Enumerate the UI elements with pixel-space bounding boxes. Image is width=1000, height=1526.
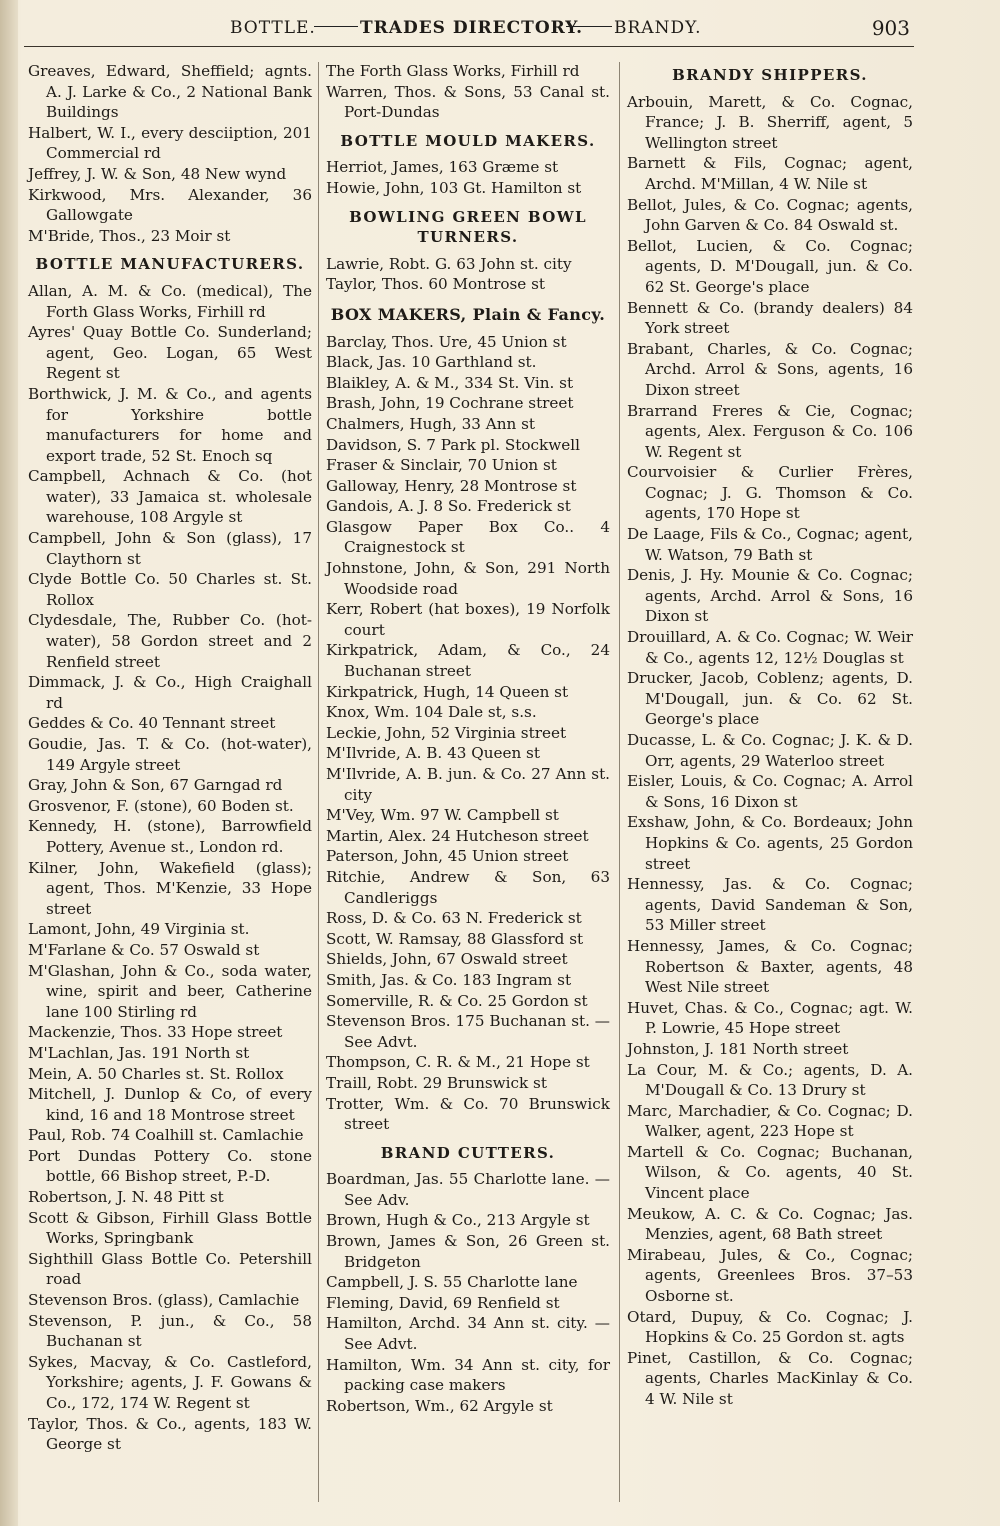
directory-entry: Campbell, J. S. 55 Charlotte lane (326, 1273, 578, 1292)
directory-entry: Gandois, A. J. 8 So. Frederick st (326, 497, 571, 516)
directory-entry: Brown, Hugh & Co., 213 Argyle st (326, 1211, 590, 1230)
directory-entry: Geddes & Co. 40 Tennant street (28, 714, 276, 733)
directory-entry: Gray, John & Son, 67 Garngad rd (28, 776, 283, 795)
directory-entry: M'Vey, Wm. 97 W. Campbell st (326, 806, 559, 825)
directory-entry: Scott, W. Ramsay, 88 Glassford st (326, 929, 584, 948)
directory-entry: Martin, Alex. 24 Hutcheson street (326, 826, 589, 845)
directory-entry: Hennessy, Jas. & Co. Cognac; agents, David Sandeman & Son, 53 Miller street (627, 875, 913, 935)
directory-entry: Somerville, R. & Co. 25 Gordon st (326, 991, 588, 1010)
section-heading: BOTTLE MOULD MAKERS. (340, 131, 596, 150)
directory-entry: Eisler, Louis, & Co. Cognac; A. Arrol & Sons, 16 Dixon st (627, 772, 913, 811)
directory-entry: Marc, Marchadier, & Co. Cognac; D. Walker, agent, 223 Hope st (627, 1101, 913, 1141)
directory-entry: Brarrand Freres & Cie, Cognac; agents, Alex. Ferguson & Co. 106 W. Regent st (627, 401, 913, 461)
page-number: 903 (871, 16, 910, 40)
running-head-rule (314, 26, 358, 27)
directory-entry: Mackenzie, Thos. 33 Hope street (28, 1023, 283, 1042)
section-heading: BOWLING GREEN BOWL TURNERS. (349, 207, 587, 247)
directory-entry: Johnstone, John, & Son, 291 North Woodside road (326, 559, 610, 598)
directory-entry: Campbell, John & Son (glass), 17 Claythorn st (28, 529, 312, 568)
directory-entry: Sykes, Macvay, & Co. Castleford, Yorkshire; agents, J. F. Gowans & Co., 172, 174 W. Regent st (28, 1352, 312, 1412)
directory-entry: Goudie, Jas. T. & Co. (hot-water), 149 Argyle street (28, 735, 312, 774)
directory-entry: Ayres' Quay Bottle Co. Sunderland; agent, Geo. Logan, 65 West Regent st (28, 323, 312, 383)
directory-entry: Stevenson, P. jun., & Co., 58 Buchanan st (28, 1311, 312, 1351)
directory-entry: Galloway, Henry, 28 Montrose st (326, 476, 577, 495)
directory-entry: Campbell, Achnach & Co. (hot water), 33 Jamaica st. wholesale warehouse, 108 Argyle st (28, 467, 312, 527)
directory-entry: Barnett & Fils, Cognac; agent, Archd. M'Millan, 4 W. Nile st (627, 154, 913, 193)
directory-entry: Howie, John, 103 Gt. Hamilton st (326, 178, 582, 197)
directory-entry: Trotter, Wm. & Co. 70 Brunswick street (326, 1094, 610, 1134)
directory-entry: M'Ilvride, A. B. 43 Queen st (326, 744, 540, 763)
section-heading: BOX MAKERS, Plain & Fancy. (330, 304, 606, 324)
column-divider (318, 62, 319, 1502)
directory-entry: Fraser & Sinclair, 70 Union st (326, 456, 557, 475)
directory-entry: Lamont, John, 49 Virginia st. (28, 920, 250, 939)
directory-entry: Scott & Gibson, Firhill Glass Bottle Works, Springbank (28, 1208, 312, 1248)
directory-entry: Halbert, W. I., every desciiption, 201 Commercial rd (28, 123, 312, 163)
directory-entry: Brown, James & Son, 26 Green st. Bridgeton (326, 1232, 610, 1271)
directory-entry: Chalmers, Hugh, 33 Ann st (326, 414, 536, 433)
directory-entry: Kirkwood, Mrs. Alexander, 36 Gallowgate (28, 185, 312, 225)
directory-entry: Fleming, David, 69 Renfield st (326, 1293, 560, 1312)
directory-entry: Brabant, Charles, & Co. Cognac; Archd. Arrol & Sons, agents, 16 Dixon street (627, 339, 913, 399)
running-head-rule (566, 26, 612, 27)
directory-entry: Warren, Thos. & Sons, 53 Canal st. Port-Dundas (326, 82, 610, 122)
directory-entry: Huvet, Chas. & Co., Cognac; agt. W. P. Lowrie, 45 Hope street (627, 998, 913, 1038)
directory-entry: Hamilton, Archd. 34 Ann st. city. —See Advt. (326, 1314, 610, 1354)
directory-entry: Otard, Dupuy, & Co. Cognac; J. Hopkins & Co. 25 Gordon st. agts (627, 1307, 913, 1347)
directory-entry: The Forth Glass Works, Firhill rd (326, 62, 580, 80)
directory-entry: Blaikley, A. & M., 334 St. Vin. st (326, 373, 574, 392)
running-head-left: BOTTLE. (230, 18, 316, 38)
directory-entry: Grosvenor, F. (stone), 60 Boden st. (28, 796, 294, 815)
running-head-right: BRANDY. (614, 18, 702, 38)
directory-entry: Boardman, Jas. 55 Charlotte lane. —See Adv. (326, 1170, 610, 1209)
directory-entry: Davidson, S. 7 Park pl. Stockwell (326, 435, 580, 454)
directory-entry: Kirkpatrick, Hugh, 14 Queen st (326, 682, 569, 701)
directory-entry: Allan, A. M. & Co. (medical), The Forth Glass Works, Firhill rd (28, 281, 312, 321)
directory-entry: Arbouin, Marett, & Co. Cognac, France; J. B. Sherriff, agent, 5 Wellington street (627, 92, 913, 152)
header-rule (24, 46, 914, 47)
directory-entry: Johnston, J. 181 North street (627, 1039, 849, 1058)
directory-entry: Shields, John, 67 Oswald street (326, 950, 568, 969)
directory-entry: M'Bride, Thos., 23 Moir st (28, 226, 231, 245)
directory-entry: Meukow, A. C. & Co. Cognac; Jas. Menzies, agent, 68 Bath street (627, 1204, 913, 1244)
directory-entry: Exshaw, John, & Co. Bordeaux; John Hopkins & Co. agents, 25 Gordon street (627, 813, 913, 873)
directory-entry: Drouillard, A. & Co. Cognac; W. Weir & Co., agents 12, 12½ Douglas st (627, 628, 913, 667)
directory-entry: Hennessy, James, & Co. Cognac; Robertson & Baxter, agents, 48 West Nile street (627, 936, 913, 997)
directory-entry: Ducasse, L. & Co. Cognac; J. K. & D. Orr, agents, 29 Waterloo street (627, 731, 913, 770)
directory-entry: Herriot, James, 163 Græme st (326, 158, 559, 177)
directory-entry: M'Glashan, John & Co., soda water, wine, spirit and beer, Catherine lane 100 Stirling rd (28, 961, 312, 1021)
directory-entry: Kennedy, H. (stone), Barrowfield Pottery, Avenue st., London rd. (28, 817, 312, 856)
directory-entry: Kilner, John, Wakefield (glass); agent, Thos. M'Kenzie, 33 Hope street (28, 858, 312, 918)
directory-entry: Pinet, Castillon, & Co. Cognac; agents, Charles MacKinlay & Co. 4 W. Nile st (627, 1348, 913, 1408)
directory-entry: De Laage, Fils & Co., Cognac; agent, W. Watson, 79 Bath st (627, 525, 913, 564)
directory-entry: Paterson, John, 45 Union street (326, 847, 569, 866)
directory-entry: Smith, Jas. & Co. 183 Ingram st (326, 970, 572, 989)
column-2 (326, 61, 610, 1416)
directory-entry: Clydesdale, The, Rubber Co. (hot-water), 58 Gordon street and 2 Renfield street (28, 611, 312, 671)
directory-entry: Barclay, Thos. Ure, 45 Union st (326, 332, 567, 351)
directory-entry: Clyde Bottle Co. 50 Charles st. St. Rollox (28, 570, 312, 609)
directory-entry: Dimmack, J. & Co., High Craighall rd (28, 673, 312, 712)
directory-entry: Brash, John, 19 Cochrane street (326, 394, 574, 413)
column-3 (627, 61, 913, 1410)
directory-entry: Robertson, J. N. 48 Pitt st (28, 1188, 224, 1207)
directory-entry: M'Lachlan, Jas. 191 North st (28, 1043, 250, 1062)
directory-entry: Jeffrey, J. W. & Son, 48 New wynd (28, 164, 287, 183)
section-heading: BRAND CUTTERS. (380, 1143, 556, 1162)
directory-entry: Bellot, Jules, & Co. Cognac; agents, John Garven & Co. 84 Oswald st. (627, 195, 913, 235)
directory-entry: Black, Jas. 10 Garthland st. (326, 353, 537, 372)
directory-entry: Mitchell, J. Dunlop & Co, of every kind, 16 and 18 Montrose street (28, 1085, 312, 1124)
directory-entry: Mirabeau, Jules, & Co., Cognac; agents, Greenlees Bros. 37–53 Osborne st. (627, 1245, 913, 1306)
directory-entry: Glasgow Paper Box Co.. 4 Craignestock st (326, 517, 610, 557)
directory-entry: Drucker, Jacob, Coblenz; agents, D. M'Dougall, jun. & Co. 62 St. George's place (627, 669, 913, 729)
directory-entry: Courvoisier & Curlier Frères, Cognac; J. G. Thomson & Co. agents, 170 Hope st (627, 463, 913, 523)
directory-entry: Stevenson Bros. 175 Buchanan st. —See Advt. (326, 1012, 610, 1051)
directory-entry: Sighthill Glass Bottle Co. Petershill road (28, 1249, 312, 1289)
directory-entry: Taylor, Thos. 60 Montrose st (326, 275, 545, 294)
directory-entry: Denis, J. Hy. Mounie & Co. Cognac; agents, Archd. Arrol & Sons, 16 Dixon st (627, 566, 913, 626)
directory-entry: M'Ilvride, A. B. jun. & Co. 27 Ann st. city (326, 765, 610, 804)
running-head-center: TRADES DIRECTORY. (360, 18, 584, 38)
directory-entry: Bellot, Lucien, & Co. Cognac; agents, D. M'Dougall, jun. & Co. 62 St. George's place (627, 236, 913, 296)
directory-entry: Kirkpatrick, Adam, & Co., 24 Buchanan street (326, 641, 610, 681)
directory-entry: Martell & Co. Cognac; Buchanan, Wilson, & Co. agents, 40 St. Vincent place (627, 1142, 913, 1203)
directory-entry: Taylor, Thos. & Co., agents, 183 W. George st (28, 1414, 312, 1454)
directory-entry: Kerr, Robert (hat boxes), 19 Norfolk court (326, 600, 610, 639)
directory-entry: Stevenson Bros. (glass), Camlachie (28, 1291, 300, 1310)
directory-entry: Leckie, John, 52 Virginia street (326, 723, 567, 742)
directory-entry: Bennett & Co. (brandy dealers) 84 York street (627, 298, 913, 338)
directory-entry: La Cour, M. & Co.; agents, D. A. M'Dougall & Co. 13 Drury st (627, 1060, 913, 1100)
directory-entry: Paul, Rob. 74 Coalhill st. Camlachie (28, 1126, 304, 1145)
directory-entry: Knox, Wm. 104 Dale st, s.s. (326, 703, 537, 722)
directory-entry: Borthwick, J. M. & Co., and agents for Yorkshire bottle manufacturers for home and export trade, 52 St. Enoch sq (28, 384, 312, 465)
directory-entry: Greaves, Edward, Sheffield; agnts. A. J. Larke & Co., 2 National Bank Buildings (28, 62, 312, 122)
column-1 (28, 61, 312, 1455)
page-binding-edge (0, 0, 18, 1526)
directory-entry: Thompson, C. R. & M., 21 Hope st (326, 1053, 590, 1072)
directory-entry: M'Farlane & Co. 57 Oswald st (28, 940, 260, 959)
section-heading: BRANDY SHIPPERS. (672, 66, 868, 84)
directory-entry: Hamilton, Wm. 34 Ann st. city, for packing case makers (326, 1355, 610, 1395)
section-heading: BOTTLE MANUFACTURERS. (35, 255, 305, 274)
directory-entry: Mein, A. 50 Charles st. St. Rollox (28, 1064, 284, 1083)
directory-entry: Lawrie, Robt. G. 63 John st. city (326, 254, 572, 273)
directory-entry: Traill, Robt. 29 Brunswick st (326, 1073, 547, 1092)
column-divider (619, 62, 620, 1502)
directory-entry: Port Dundas Pottery Co. stone bottle, 66 Bishop street, P.-D. (28, 1146, 312, 1186)
directory-entry: Ritchie, Andrew & Son, 63 Candleriggs (326, 867, 610, 907)
directory-entry: Ross, D. & Co. 63 N. Frederick st (326, 909, 582, 928)
running-head (230, 18, 910, 46)
directory-entry: Robertson, Wm., 62 Argyle st (326, 1396, 553, 1415)
